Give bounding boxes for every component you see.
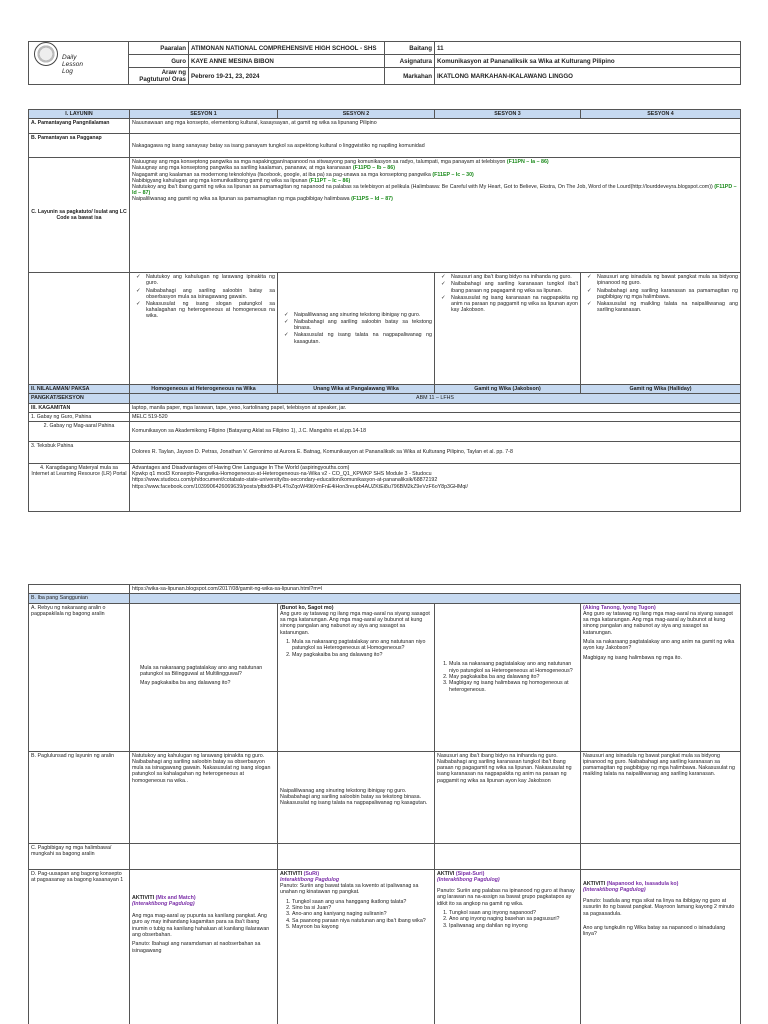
reference-link[interactable]: Kpwkp q1 mod3 Konsepto-Pangwika-Homogeneous-at-Heterogeneous-na-Wika v2 - CO_Q1_KPWKP SHS Module 3 - Studocu bbox=[132, 471, 432, 478]
learning-competencies bbox=[130, 158, 741, 273]
textbook-pages: Dolores R. Taylan, Jayson D. Petras, Jonathan V. Geronimo at Aurora E. Batnag, Komunikasyon at Pananaliksik sa Wika at Kulturang Pilipino, Taylan et al. pp. 7-8 bbox=[130, 442, 741, 464]
question-item: 2. Ano ang inyong naging basehan sa pagsusuri? bbox=[449, 916, 578, 922]
header-table bbox=[28, 41, 741, 85]
blank-cell bbox=[130, 843, 278, 869]
header-label: Baitang bbox=[385, 42, 435, 55]
activity-label: AKTIVITI bbox=[280, 870, 303, 877]
activity-session1 bbox=[130, 869, 278, 1024]
row-label: C. Pagbibigay ng mga halimbawa/ mungkahi sa bagong aralin bbox=[29, 843, 130, 869]
approach-label: Interaktibong Pagdulog bbox=[280, 876, 340, 883]
activity-title: (Bunot ko, Sagot mo) bbox=[280, 604, 334, 611]
activity-session3 bbox=[435, 869, 581, 1024]
review-session3 bbox=[435, 603, 581, 751]
activity-text: Panuto: Ibahagi ang naramdaman at naobserbahan sa isinagawang bbox=[132, 941, 261, 954]
row-label: 3. Teksbuk Pahina bbox=[29, 442, 130, 464]
objectives-session4 bbox=[581, 273, 741, 385]
objective-item: ✓ Naibabahagi ang sariling saloobin batay sa obserbasyon mula sa isinagawang gawain. bbox=[146, 288, 275, 300]
activity-title: (Aking Tanong, Iyong Tugon) bbox=[583, 604, 656, 611]
row-label: III. KAGAMITAN bbox=[29, 403, 130, 412]
content-standard: Nauunawaan ang mga konsepto, elementong kultural, kasaysayan, at gamit ng wika sa lipunang Pilipino bbox=[130, 119, 741, 134]
objective-item: ✓ Nakasusulat ng isang karanasan na nagpapakita ng anim na paraan ng paggamit ng wika sa lipunan ayon kay Jakobson. bbox=[451, 295, 578, 314]
blank-cell bbox=[29, 273, 130, 385]
blank-cell bbox=[29, 585, 130, 594]
learner-guide-pages: Komunikasyon sa Akademikong Filipino (Batayang Aklat sa Filipino 1), J.C. Mangahis et.al.pp.14-18 bbox=[130, 422, 741, 442]
review-question: Mula sa nakaraang pagtatalakay ano ang natutunan patungkol sa Bilingguwal at Multilingguwal? bbox=[140, 664, 263, 677]
competency-line: Naiuugnay ang mga konseptong pangwika sa mga napakinggan/napanood na sitwasyong pang komunikasyon sa radyo, talumpati, mga panayam at telebisyon (F11PN – Ia – 86) bbox=[132, 159, 549, 166]
activity-question: Ano ang tungkulin ng Wika batay sa napanood o isinadulang linya? bbox=[583, 925, 726, 938]
header-label: Guro bbox=[129, 55, 189, 68]
objective-item: ✓ Naibabahagi ang sariling karanasan tungkol iba’t ibang paraan ng pagagamit ng wika sa lipunan. bbox=[451, 281, 578, 293]
question-item: 3. Magbigay ng isang halimbawa ng homogeneous at heterogeneous. bbox=[449, 680, 578, 693]
competency-line: Naiuugnay ang mga konseptong pangwika sa sariling kaalaman, pananaw, at mga karanasan (F11PD – Ib – 86) bbox=[132, 165, 395, 172]
activity-subtitle: (Sipat-Suri) bbox=[455, 870, 485, 877]
question-item: 1. Tungkol saan ang una hanggang ikatlong talata? bbox=[292, 899, 432, 905]
objective-item: ✓ Nasusuri ang iba’t ibang bidyo na inihanda ng guro. bbox=[451, 274, 578, 280]
header-label: Asignatura bbox=[385, 55, 435, 68]
question-item: 2. Sino ba si Juan? bbox=[292, 905, 432, 911]
row-label: C. Layunin sa pagkatuto/ Isulat ang LC Code sa bawat isa bbox=[29, 158, 130, 273]
question-item: 3. Ano-ano ang kaniyang naging suliranin? bbox=[292, 911, 432, 917]
activity-text: Panuto: Isadula ang mga sikat na linya na ibibigay ng guro at susuriin ito ng bawat pangkat. Mayroon lamang kayong 2 minuto sa pagsasadula. bbox=[583, 898, 735, 917]
header-value: Pebrero 19-21, 23, 2024 bbox=[189, 68, 385, 85]
row-label: B. Pamantayan sa Pagganap bbox=[29, 134, 130, 158]
row-label: 2. Gabay ng Mag-aaral Pahina bbox=[29, 422, 130, 442]
col-head: SESYON 4 bbox=[581, 110, 741, 119]
objective-item: ✓ Nakasusulat ng maikling talata na naipaliliwanag ang sariling karanasan. bbox=[597, 301, 738, 313]
log-title-line1: Daily bbox=[62, 54, 77, 61]
competency-line: Natutukoy ang iba’t ibang gamit ng wika sa lipunan sa pamamagitan ng napanood na palabas sa telebisyon at pelikula (Halimbawa: Be Careful with My Heart, Got to Believe, Ekstra, On The Job, Word of the Lourd(http://lourddeveyra.blogspot.com)) (F11PD – Id – 87) bbox=[132, 184, 737, 197]
procedure-table bbox=[28, 584, 741, 1024]
activity-text: Panuto: Suriin ang palabas na ipinanood ng guro at ihanay ang larawan na na-assign sa bawat grupo pagkatapos ay idikit ito sa angkop na gamit ng wika. bbox=[437, 888, 575, 907]
log-title-line2: Lesson bbox=[62, 61, 83, 68]
review-question: Magbigay ng isang halimbawa ng mga ito. bbox=[583, 654, 682, 661]
row-label: PANGKAT/SEKSYON bbox=[29, 394, 130, 403]
objective-item: ✓ Naipaliliwanag ang sinuring tekstong ibinigay ng guro. bbox=[294, 312, 432, 318]
question-item: 1. Mula sa nakaraang pagtatalakay ano ang natutunan niyo patungkol sa Heterogeneous at Homogeneous? bbox=[449, 661, 578, 674]
objective-item: ✓ Naibabahagi ang sariling saloobin batay sa tekstong binasa. bbox=[294, 319, 432, 331]
objective-item: ✓ Nakasusulat ng isang talata na nagpapaliwanag ng kasagutan. bbox=[294, 332, 432, 344]
question-item: 2. May pagkakaiba ba ang dalawang ito? bbox=[292, 652, 432, 658]
topic-session1: Homogeneous at Heterogeneous na Wika bbox=[130, 385, 278, 394]
activity-text: Ang mga mag-aaral ay pupunta sa kanilang pangkat. Ang guro ay may inihandang kagamitan para sa iba’t ibang inumin o tubig na kanilang hahaluan at kanilang ilalarawan ang obserbahan. bbox=[132, 913, 270, 939]
header-label: Markahan bbox=[385, 68, 435, 85]
purpose-session4: Nasusuri ang isinadula ng bawat pangkat mula sa bidyong ipinanood ng guro. Naibabahagi ang sariling karanasan sa pamamagitan ng pagbibigay ng mga halimbawa. Nakasusulat ng maikling talata na naipaliliwanag ang sariling karanasan. bbox=[581, 751, 741, 843]
topic-session4: Gamit ng Wika (Halliday) bbox=[581, 385, 741, 394]
row-label: 4. Karagdagang Materyal mula sa Internet at Learning Resource (LR) Portal bbox=[29, 464, 130, 512]
section-value: ABM 11 – LFHS bbox=[130, 394, 741, 403]
teacher-guide-pages: MELC 519-520 bbox=[130, 412, 741, 421]
activity-subtitle: (Napanood ko, Isasadula ko) bbox=[606, 880, 679, 887]
row-label: II. NILALAMAN/ PAKSA bbox=[29, 385, 130, 394]
header-value: Komunikasyon at Pananaliksik sa Wika at Kulturang Pilipino bbox=[435, 55, 741, 68]
competency-line: Nabibigyang kahulugan ang mga komunikatibong gamit ng wika sa lipunan (F11PT – Ic – 86) bbox=[132, 177, 351, 184]
approach-label: (Interaktibong Pagdulog) bbox=[132, 900, 195, 907]
review-question: Mula sa nakaraang pagtatalakay ano ang anim na gamit ng wika ayon kay Jakobson? bbox=[583, 639, 735, 652]
activity-session4 bbox=[581, 869, 741, 1024]
activity-subtitle: (Mix and Match) bbox=[155, 894, 196, 901]
row-label: B. Iba pang Sanggunian bbox=[29, 594, 130, 603]
review-question: May pagkakaiba ba ang dalawang ito? bbox=[140, 680, 231, 687]
question-item: 1. Tungkol saan ang inyong napanood? bbox=[449, 910, 578, 916]
lesson-table bbox=[28, 109, 741, 512]
row-label: 1. Gabay ng Guro, Pahina bbox=[29, 412, 130, 421]
approach-label: (Interaktibong Pagdulog) bbox=[583, 886, 646, 893]
header-label: Paaralan bbox=[129, 42, 189, 55]
review-session1 bbox=[130, 603, 278, 751]
reference-link[interactable]: https://www.facebook.com/103990642606963​9/posts/pfbid0HPL4ToZqoW49itXmFnE4iHon3reupb4AUZKtEi8u796BM2kZ9eVzF6oY8p3GHMqi/ bbox=[132, 483, 468, 490]
additional-materials bbox=[130, 464, 741, 512]
approach-label: (Interaktibong Pagdulog) bbox=[437, 876, 500, 883]
question-item: 5. Mayroon ba kayong bbox=[292, 924, 432, 930]
blank-cell bbox=[435, 843, 581, 869]
header-value: 11 bbox=[435, 42, 741, 55]
objective-item: ✓ Naibabahagi ang sariling karanasan sa pamamagitan ng pagbibigay ng mga halimbawa. bbox=[597, 288, 738, 300]
reference-link[interactable]: https://www.studocu.com/ph/document/cotabato-state-university/bs-secondary-education/komunikasyon-at-pananaliksik/68872192 bbox=[132, 477, 438, 484]
objectives-session2 bbox=[278, 273, 435, 385]
topic-session3: Gamit ng Wika (Jakobson) bbox=[435, 385, 581, 394]
col-head: SESYON 3 bbox=[435, 110, 581, 119]
objectives-session1 bbox=[130, 273, 278, 385]
blank-cell bbox=[278, 843, 435, 869]
row-label: D. Pag-uusapan ang bagong konsepto at pagsasanay sa bagong kasanayan 1 bbox=[29, 869, 130, 1024]
blank-cell bbox=[581, 843, 741, 869]
question-item: 3. Ipaliwanag ang dahilan ng inyong bbox=[449, 923, 578, 929]
objectives-session3 bbox=[435, 273, 581, 385]
header-value: ATIMONAN NATIONAL COMPREHENSIVE HIGH SCHOOL - SHS bbox=[189, 42, 385, 55]
question-item: 2. May pagkakaiba ba ang dalawang ito? bbox=[449, 674, 578, 680]
performance-standard: Nakagagawa ng isang sanaysay batay sa isang panayam tungkol sa aspektong kultural o linggwistiko ng napiling komunidad bbox=[130, 134, 741, 158]
log-title-line3: Log bbox=[62, 68, 73, 75]
purpose-session1: Natutukoy ang kahulugan ng larawang ipinakita ng guro. Naibabahagi ang sariling saloobin batay sa obserbasyon mula sa isinagawang gawain. Nakasusulat ng isang slogan patungkol sa kahalagahan ng heterogeneous at homogeneous na wika.. bbox=[130, 751, 278, 843]
materials: laptop, manila paper, mga larawan, tape, yeso, kartolinang papel, telebisyon at speaker, jar. bbox=[130, 403, 741, 412]
row-label: A. Rebyu ng nakaraang aralin o pagpapakilala ng bagong aralin bbox=[29, 603, 130, 751]
question-item: 4. Sa paanong paraan niya natutunan ang iba’t ibang wika? bbox=[292, 918, 432, 924]
review-session4 bbox=[581, 603, 741, 751]
col-head: I. LAYUNIN bbox=[29, 110, 130, 119]
purpose-session3: Nasusuri ang iba’t ibang bidyo na inihanda ng guro. Naibabahagi ang sariling karanasan tungkol iba’t ibang paraan ng pagagamit ng wika sa lipunan. Nakasusulat ng isang karanasan na nagpapakita ng anim na paraan ng paggamit ng wika sa lipunan ayon kay Jakobson bbox=[435, 751, 581, 843]
header-label: Araw ng Pagtuturo/ Oras bbox=[129, 68, 189, 85]
col-head: SESYON 2 bbox=[278, 110, 435, 119]
activity-text: Ang guro ay tatawag ng ilang mga mag-aaral na siyang sasagot sa mga katanungan. Ang mga mag-aaral ay bubunot at kung sinong pangalan ang nabunot ay siya ang sasagot sa katanungan. bbox=[280, 610, 430, 636]
reference-url[interactable]: https://wika-sa-lipunan.blogspot.com/2017/08/gamit-ng-wika-sa-lipunan.html?m=l bbox=[130, 585, 741, 594]
activity-text: Panuto: Suriin ang bawat talata sa kwento at ipaliwanag sa unahan ng kinatawan ng pangkat. bbox=[280, 883, 419, 896]
blank-cell bbox=[130, 594, 741, 603]
competency-line: Naipaliliwanag ang gamit ng wika sa lipunan sa pamamagitan ng mga pagbibigay halimbawa (F11PS – Id – 87) bbox=[132, 196, 393, 203]
activity-label: AKTIVITI bbox=[583, 880, 606, 887]
header-value: KAYE ANNE MESINA BIBON bbox=[189, 55, 385, 68]
activity-label: AKTIVI bbox=[437, 870, 455, 877]
reference-link[interactable]: Advantages and Disadvantages of Having One Language In The World (aspiringyouths.com) bbox=[132, 465, 350, 472]
objective-item: ✓ Natutukoy ang kahulugan ng larawang ipinakita ng guro. bbox=[146, 274, 275, 286]
row-label: B. Paglulunsad ng layunin ng aralin bbox=[29, 751, 130, 843]
logo-cell bbox=[29, 42, 129, 85]
header-value: IKATLONG MARKAHAN-IKALAWANG LINGGO bbox=[435, 68, 741, 85]
topic-session2: Unang Wika at Pangalawang Wika bbox=[278, 385, 435, 394]
activity-label: AKTIVITI bbox=[132, 894, 155, 901]
objective-item: ✓ Nakasusulat ng isang slogan patungkol sa kahalagahan ng heterogeneous at homogeneous na wika. bbox=[146, 301, 275, 320]
activity-session2 bbox=[278, 869, 435, 1024]
question-item: 1. Mula sa nakaraang pagtatalakay ano ang natutunan niyo patungkol sa Heterogeneous at Homogeneous? bbox=[292, 639, 432, 652]
row-label: A. Pamantayang Pangnilalaman bbox=[29, 119, 130, 134]
activity-subtitle: (SuRi) bbox=[303, 870, 320, 877]
review-session2 bbox=[278, 603, 435, 751]
col-head: SESYON 1 bbox=[130, 110, 278, 119]
purpose-session2: Naipaliliwanag ang sinuring tekstong ibinigay ng guro. Naibabahagi ang sariling saloobin batay sa tekstong binasa. Nakasusulat ng isang talata na nagpapaliwanag ng kasagutan. bbox=[278, 751, 435, 843]
competency-line: Nagagamit ang kaalaman sa modernong teknolohiya (facebook, google, at iba pa) sa pag-unawa sa mga konseptong pangwika (F11EP – Ic – 30) bbox=[132, 171, 474, 178]
objective-item: ✓ Nasusuri ang isinadula ng bawat pangkat mula sa bidyong ipinanood ng guro. bbox=[597, 274, 738, 286]
activity-text: Ang guro ay tatawag ng ilang mga mag-aaral na siyang sasagot sa mga katanungan. Ang mga mag-aaral ay bubunot at kung sinong pangalan ang nabunot ay siya ang sasagot sa katanungan. bbox=[583, 610, 733, 636]
